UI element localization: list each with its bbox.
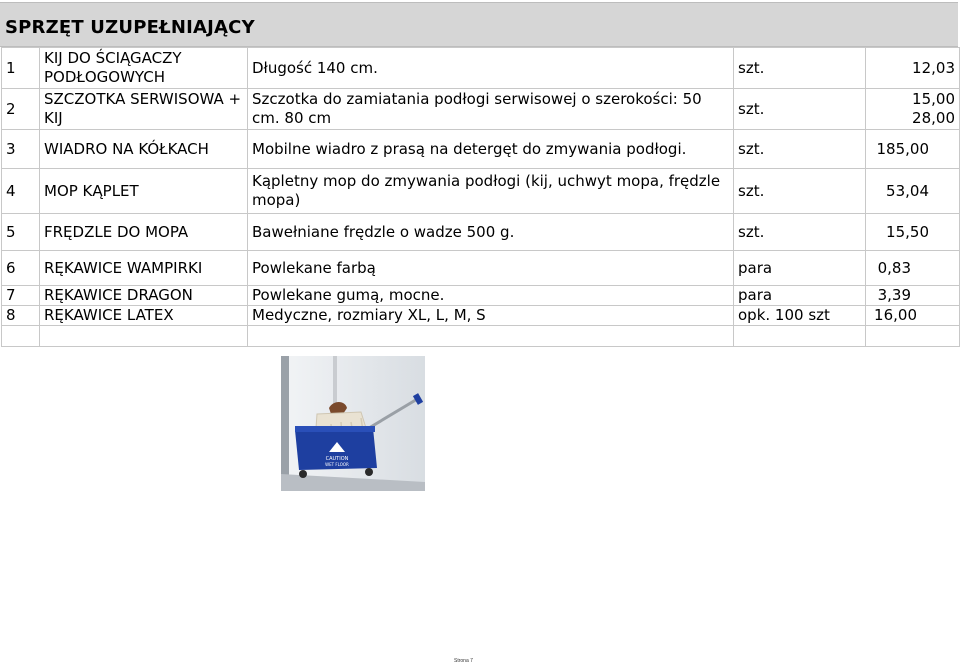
item-unit: szt. xyxy=(734,89,866,130)
item-name: SZCZOTKA SERWISOWA + KIJ xyxy=(40,89,248,130)
item-description: Medyczne, rozmiary XL, L, M, S xyxy=(248,306,734,326)
item-description: Powlekane farbą xyxy=(248,251,734,286)
bucket-rim xyxy=(295,426,375,432)
item-description: Bawełniane frędzle o wadze 500 g. xyxy=(248,214,734,251)
row-number: 5 xyxy=(2,214,40,251)
empty-cell xyxy=(866,326,960,347)
table-row xyxy=(2,286,960,306)
item-description: Długość 140 cm. xyxy=(248,48,734,89)
empty-cell xyxy=(248,326,734,347)
table-row xyxy=(2,306,960,326)
bucket-wet-floor-text: WET FLOOR xyxy=(325,462,349,467)
page-footer: Strona 7 xyxy=(454,658,473,664)
item-price: 0,83 xyxy=(866,251,960,286)
item-name: MOP KĄPLET xyxy=(40,169,248,214)
wheel xyxy=(365,468,373,476)
empty-row xyxy=(2,326,960,347)
empty-cell xyxy=(734,326,866,347)
section-title: SPRZĘT UZUPEŁNIAJĄCY xyxy=(5,17,255,38)
empty-cell xyxy=(2,326,40,347)
row-number: 7 xyxy=(2,286,40,306)
item-unit: szt. xyxy=(734,214,866,251)
item-price: 16,00 xyxy=(866,306,960,326)
item-price-cell xyxy=(866,89,960,130)
item-name: RĘKAWICE DRAGON xyxy=(40,286,248,306)
item-price: 185,00 xyxy=(866,130,960,169)
row-number: 8 xyxy=(2,306,40,326)
section-header xyxy=(0,2,958,47)
table-row xyxy=(2,169,960,214)
row-number: 6 xyxy=(2,251,40,286)
item-name: KIJ DO ŚCIĄGACZY PODŁOGOWYCH xyxy=(40,48,248,89)
item-price: 15,00 xyxy=(912,90,955,108)
row-number: 4 xyxy=(2,169,40,214)
item-unit: para xyxy=(734,251,866,286)
table-row xyxy=(2,48,960,89)
product-photo-mop-bucket xyxy=(281,356,425,491)
item-unit: opk. 100 szt xyxy=(734,306,866,326)
item-price: 15,50 xyxy=(866,214,960,251)
item-description: Kąpletny mop do zmywania podłogi (kij, uchwyt mopa, frędzle mopa) xyxy=(248,169,734,214)
item-name: RĘKAWICE LATEX xyxy=(40,306,248,326)
table-row xyxy=(2,214,960,251)
row-number: 1 xyxy=(2,48,40,89)
item-price: 12,03 xyxy=(866,48,960,89)
row-number: 3 xyxy=(2,130,40,169)
item-name: FRĘDZLE DO MOPA xyxy=(40,214,248,251)
item-unit: para xyxy=(734,286,866,306)
item-price-alt: 28,00 xyxy=(912,109,955,127)
item-unit: szt. xyxy=(734,48,866,89)
empty-cell xyxy=(40,326,248,347)
item-name: RĘKAWICE WAMPIRKI xyxy=(40,251,248,286)
mop-bucket-illustration xyxy=(281,356,425,491)
item-description: Powlekane gumą, mocne. xyxy=(248,286,734,306)
table-row xyxy=(2,251,960,286)
bucket-caution-text: CAUTION xyxy=(325,456,349,462)
table-row xyxy=(2,130,960,169)
item-description: Szczotka do zamiatania podłogi serwisowej o szerokości: 50 cm. 80 cm xyxy=(248,89,734,130)
table-row xyxy=(2,89,960,130)
wheel xyxy=(299,470,307,478)
item-description: Mobilne wiadro z prasą na detergęt do zmywania podłogi. xyxy=(248,130,734,169)
items-table xyxy=(1,47,960,347)
item-unit: szt. xyxy=(734,130,866,169)
item-unit: szt. xyxy=(734,169,866,214)
row-number: 2 xyxy=(2,89,40,130)
item-name: WIADRO NA KÓŁKACH xyxy=(40,130,248,169)
item-price: 3,39 xyxy=(866,286,960,306)
wall-corner-shadow xyxy=(281,356,289,491)
item-price: 53,04 xyxy=(866,169,960,214)
